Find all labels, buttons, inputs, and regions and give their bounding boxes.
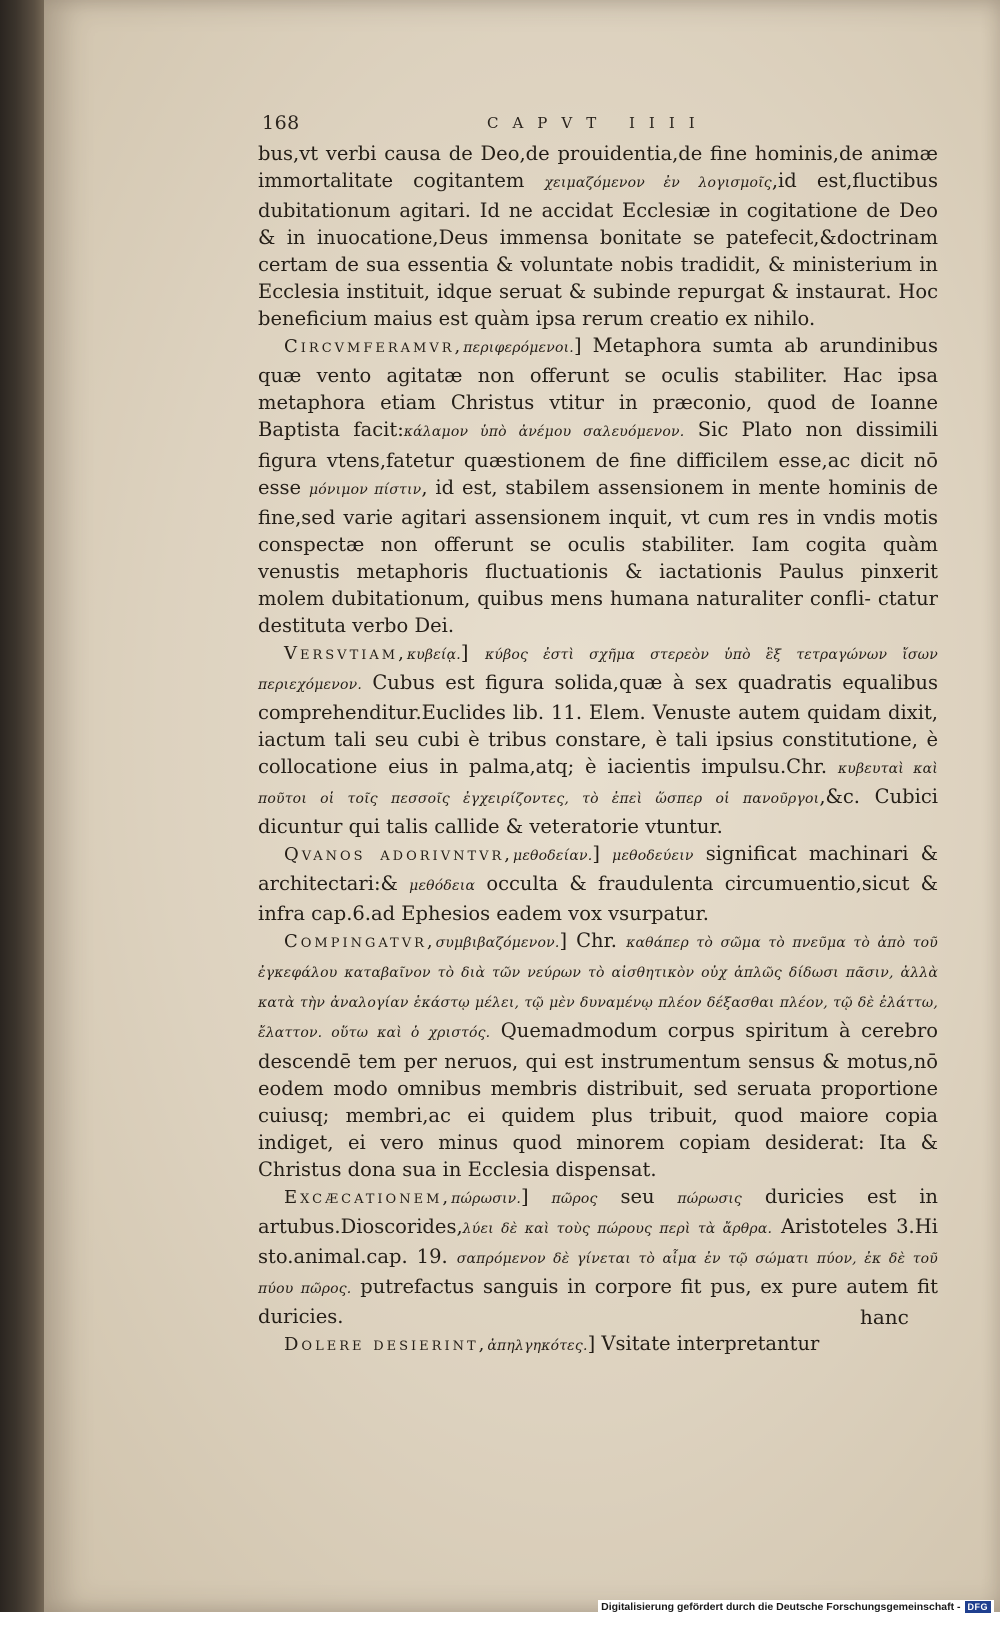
- greek-text: μεθόδεια: [409, 878, 476, 895]
- latin-text: Cubus est figura solida,quæ à sex quadratis equalibus comprehenditur.Euclides lib. 11. Elem. Venuste autem quidam dixit, iactum tali seu cubi è tribus constare, è tali ipsius constitutione, è collocatione eius in palma,atq; è iacientis impulsu.Chr.: [258, 670, 938, 779]
- page-header: [262, 112, 942, 142]
- lemma-heading: Excæcationem,: [284, 1186, 452, 1208]
- latin-text: Aristoteles 3.Hi sto.animal.cap. 19.: [258, 1214, 938, 1268]
- book-edge: [0, 0, 46, 1612]
- greek-text: μόνιμον πίστιν: [308, 481, 422, 498]
- commentary-text: [258, 140, 938, 1360]
- greek-text: κάλαμον ὑπὸ ἀνέμου σαλευόμενον.: [403, 424, 685, 441]
- latin-text: ] Metaphora sumta ab arundinibus quæ vento agitatæ non offerunt se oculis stabiliter. Hac ipsa metaphora etiam Christus vtitur in præconio, quod de Ioanne Baptista facit:: [258, 334, 938, 442]
- latin-text: putrefactus sanguis in corpore fit pus, ex pure autem fit duricies.: [258, 1274, 939, 1328]
- latin-text: ,id est,fluctibus dubitationum agitari. Id ne accidat Ecclesiæ in cogitatione de Deo & in inuocatione,Deus immensa bonitate se patefecit,&doctrinam certam de sua essentia & voluntate nobis tradidit, & ministerium in Ecclesia instituit, idque seruat & subinde repurgat & instaurat. Hoc beneficium maius est quàm ipsa rerum creatio ex nihilo.: [258, 169, 939, 331]
- greek-text: καθάπερ τὸ σῶμα τὸ πνεῦμα τὸ ἀπὸ τοῦ ἐγκεφάλου καταβαῖνον τὸ διὰ τῶν νεύρων τὸ αἰσθητικὸν οὐχ ἁπλῶς δίδωσι πᾶσιν, ἀλλὰ κατὰ τὴν ἀναλογίαν ἑκάστῳ μέλει, τῷ μὲν δυναμένῳ πλέον δέξασθαι πλέον, τῷ δὲ ἐλάττω, ἔλαττον. οὕτω καὶ ὁ χριστός.: [258, 935, 938, 1042]
- latin-text: seu: [597, 1184, 678, 1208]
- digitization-credit: [598, 1600, 994, 1614]
- greek-text: μεθοδεύειν: [612, 848, 694, 865]
- lemma-heading: Qvanos adorivntvr,: [284, 844, 514, 866]
- latin-text: occulta & fraudulenta circumuentio,sicut & infra cap.6.ad Ephesios eadem vox vsurpatur.: [258, 872, 939, 926]
- latin-text: bus,vt verbi causa de Deo,de prouidentia,de fine hominis,de animæ immortalitate cogitantem: [258, 142, 938, 193]
- commentary-entry: [258, 840, 938, 927]
- latin-text: ]: [592, 842, 613, 866]
- greek-text: συμβιβαζόμενον.: [435, 935, 560, 952]
- credit-text: Digitalisierung gefördert durch die Deutsche Forschungsgemeinschaft -: [601, 1601, 961, 1613]
- greek-text: σαπρόμενον δὲ γίνεται τὸ αἷμα ἐν τῷ σώματι πύον, ἐκ δὲ τοῦ πύου πῶρος.: [258, 1250, 938, 1297]
- greek-text: χειμαζόμενον ἐν λογισμοῖς: [544, 175, 772, 192]
- page-number: 168: [262, 112, 300, 134]
- latin-text: , id est, stabilem assensionem in mente hominis de fine,sed varie agitari assensionem inquit, vt cum res in vndis motis conspectæ non offerunt se oculis stabiliter. Iam cogita quàm venustis metaphoris fluctuationis & iactationis Paulus pinxerit molem dubitationum, quibus mens humana naturaliter confli- ctatur destituta verbo Dei.: [258, 475, 938, 637]
- paragraph-continuation: [258, 140, 938, 332]
- dfg-logo: DFG: [965, 1601, 992, 1613]
- commentary-entry: [258, 1330, 938, 1360]
- latin-text: ] Chr.: [559, 929, 627, 953]
- greek-text: μεθοδείαν.: [513, 848, 593, 865]
- latin-text: significat machinari & architectari:&: [258, 842, 938, 896]
- greek-text: ἀπηλγηκότες.: [487, 1337, 588, 1354]
- greek-text: κύβος ἐστὶ σχῆμα στερεὸν ὑπὸ ἓξ τετραγώνων ἴσων περιεχόμενον.: [258, 646, 938, 693]
- greek-text: κυβευταὶ καὶ ποῦτοι οἱ τοῖς πεσσοῖς ἐγχειρίζοντες, τὸ ἐπεὶ ὥσπερ οἱ πανοῦργοι: [258, 761, 938, 808]
- lemma-heading: Versvtiam,: [284, 642, 407, 664]
- commentary-entry: [258, 927, 938, 1182]
- latin-text: Sic Plato non dissimili figura vtens,fatetur quæstionem de fine difficilem esse,ac dicit nō esse: [258, 418, 938, 499]
- commentary-entry: [258, 1183, 938, 1330]
- lemma-heading: Dolere desierint,: [284, 1333, 488, 1355]
- commentary-entry: [258, 332, 938, 639]
- latin-text: ,&c. Cubici dicuntur qui talis callide & veteratorie vtuntur.: [258, 785, 939, 839]
- greek-text: κυβείᾳ.: [406, 646, 461, 663]
- catchword: hanc: [860, 1305, 909, 1329]
- lemma-heading: Compingatvr,: [284, 931, 436, 953]
- latin-text: ]: [521, 1184, 552, 1208]
- commentary-entry: [258, 639, 938, 840]
- greek-text: λύει δὲ καὶ τοὺς πώρους περὶ τὰ ἄρθρα.: [462, 1220, 773, 1237]
- greek-text: πώρωσις: [677, 1190, 742, 1207]
- latin-text: ] Vsitate interpretantur: [587, 1331, 820, 1355]
- lemma-heading: Circvmferamvr,: [284, 336, 464, 358]
- latin-text: Quemadmodum corpus spiritum à cerebro descendē tem per neruos, qui est instrumentum sensus & motus,nō eodem modo omnibus membris distribuit, sed seruata proportione cuiusq; membri,ac ei quidem plus tribuit, quod maiore copia indiget, ei vero minus quod minorem copiam desiderat: Ita & Christus dona sua in Ecclesia dispensat.: [258, 1019, 939, 1181]
- running-head: CAPVT IIII: [487, 114, 709, 132]
- greek-text: πῶρος: [551, 1190, 598, 1207]
- latin-text: ]: [460, 640, 486, 664]
- latin-text: duricies est in artubus.Dioscorides,: [258, 1184, 938, 1238]
- greek-text: περιφερόμενοι.: [463, 340, 574, 357]
- greek-text: πώρωσιν.: [451, 1190, 521, 1207]
